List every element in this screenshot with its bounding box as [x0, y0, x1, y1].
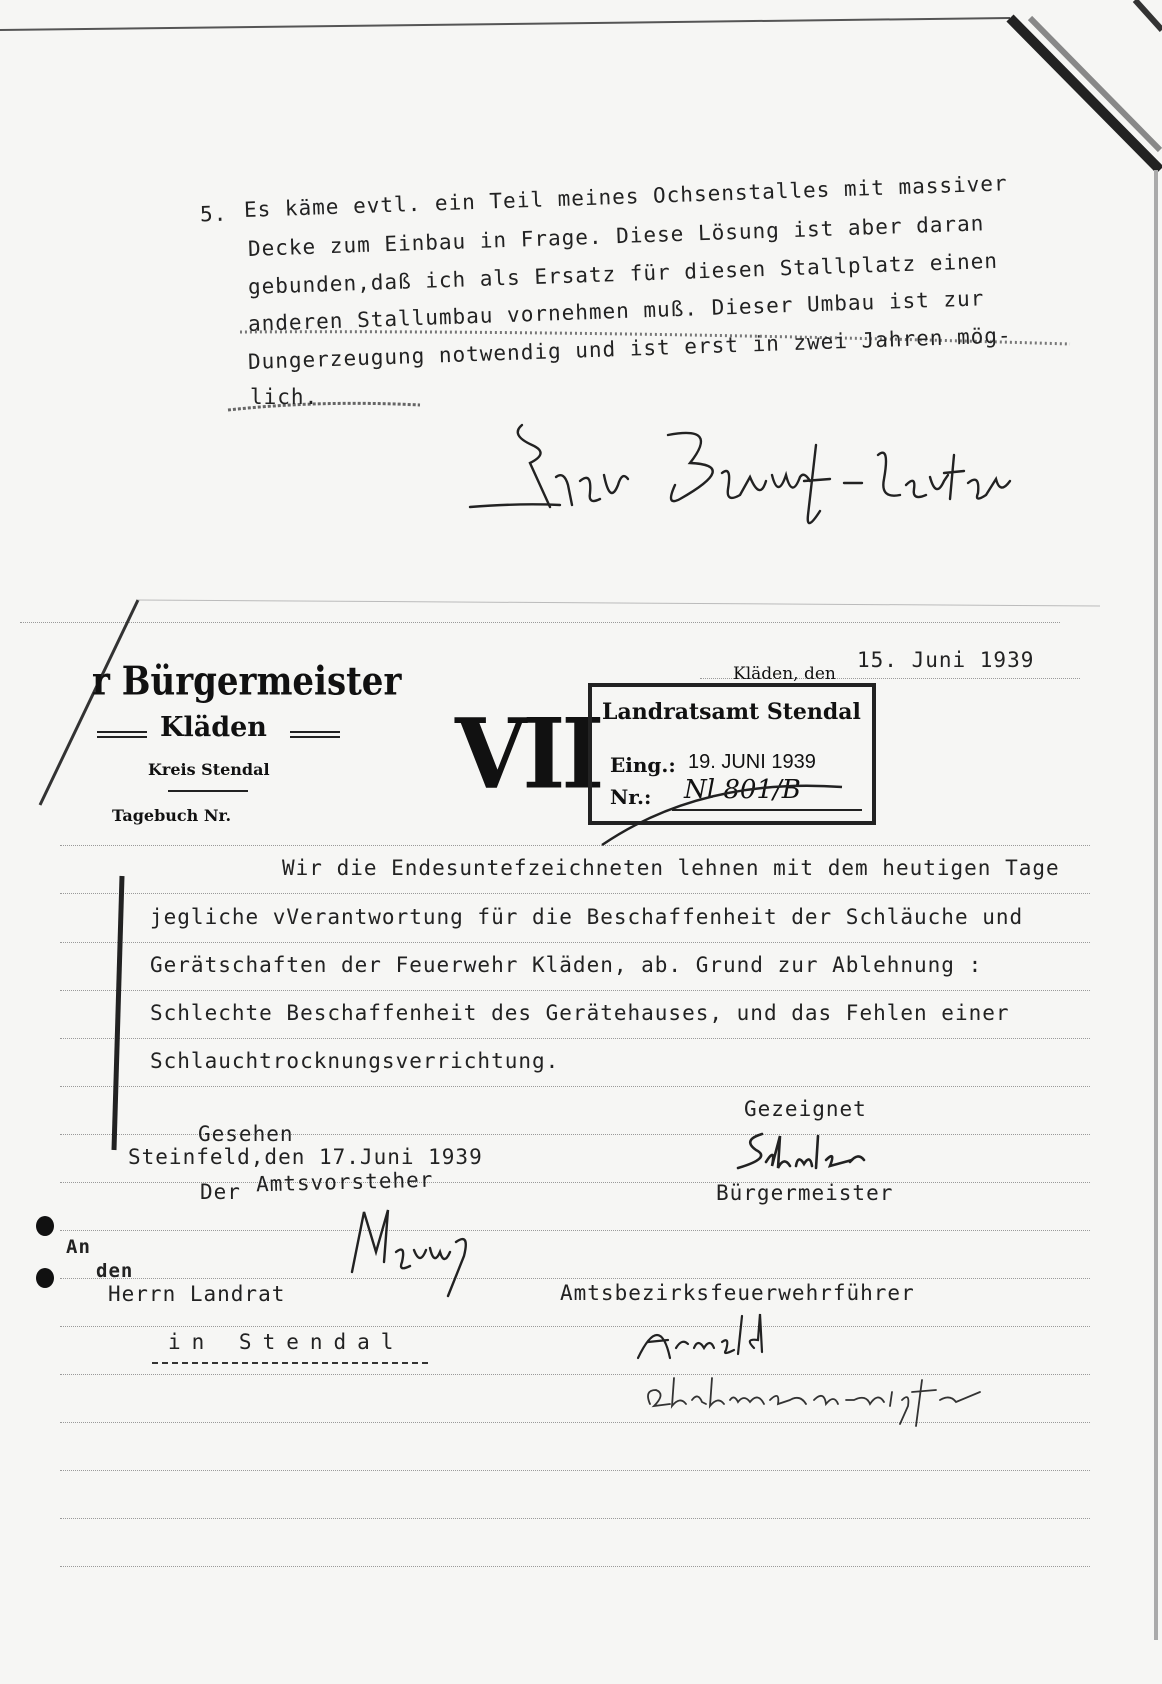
body-line: Schlechte Beschaffenheit des Gerätehauses, und das Fehlen einer — [150, 1001, 1010, 1025]
item-number: 5. — [199, 201, 228, 227]
stamp-received-label: Eing.: — [610, 753, 676, 777]
punch-hole — [36, 1216, 54, 1236]
amtsvorsteher-signature — [340, 1192, 500, 1302]
fire-chief-role: Amtsbezirksfeuerwehrführer — [560, 1281, 915, 1305]
address-to: An — [66, 1236, 91, 1258]
signed-label: Gezeignet — [744, 1097, 867, 1121]
address-recipient: Herrn Landrat — [108, 1282, 286, 1306]
body-line: Wir die Endesuntefzeichneten lehnen mit dem heutigen Tage — [282, 856, 1060, 880]
upper-letter-line: lich. — [250, 385, 319, 409]
body-line: Schlauchtrocknungsverrichtung. — [150, 1049, 560, 1073]
buergermeister-role: Bürgermeister — [716, 1181, 894, 1205]
seen-label: Gesehen — [198, 1122, 294, 1146]
upper-signature — [460, 415, 1040, 545]
letterhead-town: Kläden — [160, 712, 267, 743]
seen-place-date: Steinfeld,den 17.Juni 1939 — [128, 1145, 483, 1169]
stamp-number-label: Nr.: — [610, 785, 652, 809]
address-city: in Stendal — [168, 1330, 405, 1354]
dateline-date: 15. Juni 1939 — [857, 648, 1035, 672]
upper-letter-line: Decke zum Einbau in Frage. Diese Lösung ist aber daran — [247, 211, 985, 261]
stamp-title: Landratsamt Stendal — [602, 699, 861, 725]
journal-label: Tagebuch Nr. — [112, 806, 232, 825]
amtsvorsteher-prefix: Der — [200, 1180, 241, 1204]
letterhead-district: Kreis Stendal — [148, 760, 270, 779]
roman-numeral-mark: VII — [455, 697, 601, 811]
amtsvorsteher-role: Amtsvorsteher — [255, 1167, 434, 1197]
fire-chief-signature — [630, 1308, 810, 1368]
body-line: Gerätschaften der Feuerwehr Kläden, ab. Grund zur Ablehnung : — [150, 953, 983, 977]
address-article: den — [96, 1260, 134, 1282]
address-city-underline — [152, 1362, 428, 1364]
upper-letter-line: gebunden,daß ich als Ersatz für diesen Stallplatz einen — [247, 248, 999, 299]
punch-hole — [36, 1268, 54, 1288]
stamp-number-value: Nl 801/B — [684, 775, 801, 805]
upper-letter-line: Es käme evtl. ein Teil meines Ochsenstalles mit massiver — [243, 171, 1008, 222]
buergermeister-signature — [732, 1126, 882, 1176]
upper-letter-line: anderen Stallumbau vornehmen muß. Dieser Umbau ist zur — [247, 286, 985, 336]
stamp-received-date: 19. JUNI 1939 — [688, 751, 816, 773]
letterhead-divider — [168, 790, 248, 792]
received-stamp — [588, 683, 876, 825]
upper-letter-line: Dungerzeugung notwendig und ist erst in zwei Jahren mög- — [247, 323, 1012, 374]
stamp-check-stroke — [582, 747, 882, 847]
body-line: jegliche vVerantwortung für die Beschaffenheit der Schläuche und — [150, 905, 1024, 929]
dateline-place: Kläden, den — [733, 664, 836, 684]
letterhead-title: r Bürgermeister — [92, 659, 402, 705]
fire-chief-signature-title — [640, 1370, 1020, 1430]
